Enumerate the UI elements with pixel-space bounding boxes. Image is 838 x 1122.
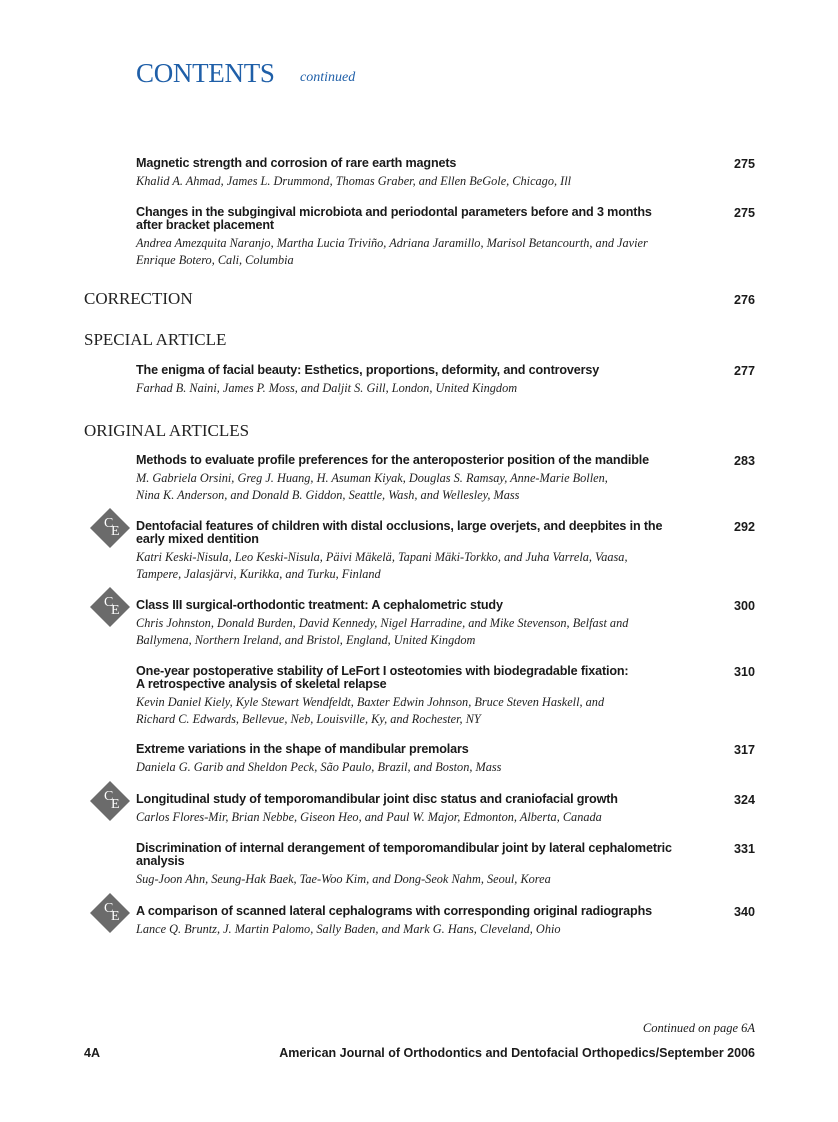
article-title[interactable]: Methods to evaluate profile preferences for the anteroposterior position of the mandible <box>136 453 650 467</box>
section-heading-special-article: SPECIAL ARTICLE <box>84 330 227 349</box>
journal-footer: American Journal of Orthodontics and Dentofacial Orthopedics/September 2006 <box>279 1046 755 1060</box>
ce-credit-badge-icon <box>90 508 130 548</box>
toc-entry[interactable] <box>136 793 716 826</box>
article-title[interactable]: Extreme variations in the shape of mandibular premolars <box>136 742 469 756</box>
article-authors: Farhad B. Naini, James P. Moss, and Daljit S. Gill, London, United Kingdom <box>136 381 518 395</box>
toc-entry[interactable] <box>136 599 716 649</box>
svg-text:E: E <box>111 603 120 618</box>
article-title[interactable]: Discrimination of internal derangement of temporomandibular joint by lateral cephalometric analysis <box>136 841 672 868</box>
toc-entry[interactable] <box>136 364 716 397</box>
ce-credit-badge-icon <box>90 587 130 627</box>
section-heading-original-articles: ORIGINAL ARTICLES <box>84 421 250 440</box>
continued-note: Continued on page 6A <box>642 1021 755 1035</box>
toc-entry[interactable] <box>136 842 716 888</box>
article-authors: Katri Keski-Nisula, Leo Keski-Nisula, Päivi Mäkelä, Tapani Mäki-Torkko, and Juha Varrela, Vaasa, Tampere, Jalasjärvi, Kurikka, and Turku, Finland <box>136 550 628 581</box>
article-title[interactable]: Dentofacial features of children with distal occlusions, large overjets, and deepbites in the early mixed dentition <box>136 519 663 546</box>
page-number: 340 <box>733 905 755 919</box>
svg-text:E: E <box>111 909 120 924</box>
page-number: 275 <box>733 206 755 220</box>
toc-entry[interactable] <box>136 743 716 776</box>
svg-text:E: E <box>111 797 120 812</box>
svg-text:C: C <box>104 595 114 610</box>
toc-entry[interactable] <box>136 206 716 269</box>
ce-credit-badge-icon <box>90 781 130 821</box>
page-folio: 4A <box>84 1046 100 1060</box>
page-number: 331 <box>733 842 755 856</box>
toc-entry[interactable] <box>136 454 716 504</box>
article-title[interactable]: Longitudinal study of temporomandibular joint disc status and craniofacial growth <box>136 792 618 806</box>
article-title[interactable]: Magnetic strength and corrosion of rare earth magnets <box>136 156 457 170</box>
toc-entry[interactable] <box>136 665 716 728</box>
page-number: 317 <box>733 743 755 757</box>
article-title[interactable]: Class III surgical-orthodontic treatment: A cephalometric study <box>136 598 503 612</box>
article-authors: Chris Johnston, Donald Burden, David Kennedy, Nigel Harradine, and Mike Stevenson, Belfast and Ballymena, Northern Ireland, and Bristol, England, United Kingdom <box>136 616 629 647</box>
article-authors: Sug-Joon Ahn, Seung-Hak Baek, Tae-Woo Kim, and Dong-Seok Nahm, Seoul, Korea <box>136 872 551 886</box>
page-subtitle: continued <box>300 70 356 85</box>
section-heading-correction: CORRECTION <box>84 289 193 308</box>
article-authors: Daniela G. Garib and Sheldon Peck, São Paulo, Brazil, and Boston, Mass <box>136 760 502 774</box>
article-authors: Lance Q. Bruntz, J. Martin Palomo, Sally Baden, and Mark G. Hans, Cleveland, Ohio <box>136 922 561 936</box>
page-number: 324 <box>733 793 755 807</box>
article-authors: Khalid A. Ahmad, James L. Drummond, Thomas Graber, and Ellen BeGole, Chicago, Ill <box>136 174 572 188</box>
page-number: 275 <box>733 157 755 171</box>
toc-entry[interactable] <box>136 905 716 938</box>
article-title[interactable]: Changes in the subgingival microbiota and periodontal parameters before and 3 months after bracket placement <box>136 205 652 232</box>
toc-entry[interactable] <box>136 520 716 583</box>
article-title[interactable]: One-year postoperative stability of LeFort I osteotomies with biodegradable fixation: A retrospective analysis of skeletal relapse <box>136 664 629 691</box>
article-authors: Carlos Flores-Mir, Brian Nebbe, Giseon Heo, and Paul W. Major, Edmonton, Alberta, Canada <box>136 810 602 824</box>
svg-text:C: C <box>104 516 114 531</box>
page-number: 300 <box>733 599 755 613</box>
page-number: 310 <box>733 665 755 679</box>
svg-text:C: C <box>104 789 114 804</box>
svg-text:C: C <box>104 901 114 916</box>
article-title[interactable]: A comparison of scanned lateral cephalograms with corresponding original radiographs <box>136 904 652 918</box>
toc-entry[interactable] <box>136 157 716 190</box>
article-title[interactable]: The enigma of facial beauty: Esthetics, proportions, deformity, and controversy <box>136 363 600 377</box>
page-number: 292 <box>733 520 755 534</box>
ce-credit-badge-icon <box>90 893 130 933</box>
article-authors: Kevin Daniel Kiely, Kyle Stewart Wendfeldt, Baxter Edwin Johnson, Bruce Steven Haskell, and Richard C. Edwards, Bellevue, Neb, Louisville, Ky, and Rochester, NY <box>136 695 605 726</box>
svg-text:E: E <box>111 524 120 539</box>
page-number: 276 <box>733 293 755 307</box>
article-authors: Andrea Amezquita Naranjo, Martha Lucia Triviño, Adriana Jaramillo, Marisol Betancourth, and Javier Enrique Botero, Cali, Columbia <box>136 236 648 267</box>
page-number: 283 <box>733 454 755 468</box>
page-title: CONTENTS <box>136 58 275 88</box>
page-number: 277 <box>733 364 755 378</box>
article-authors: M. Gabriela Orsini, Greg J. Huang, H. Asuman Kiyak, Douglas S. Ramsay, Anne-Marie Bollen, Nina K. Anderson, and Donald B. Giddon, Seattle, Wash, and Wellesley, Mass <box>136 471 608 502</box>
